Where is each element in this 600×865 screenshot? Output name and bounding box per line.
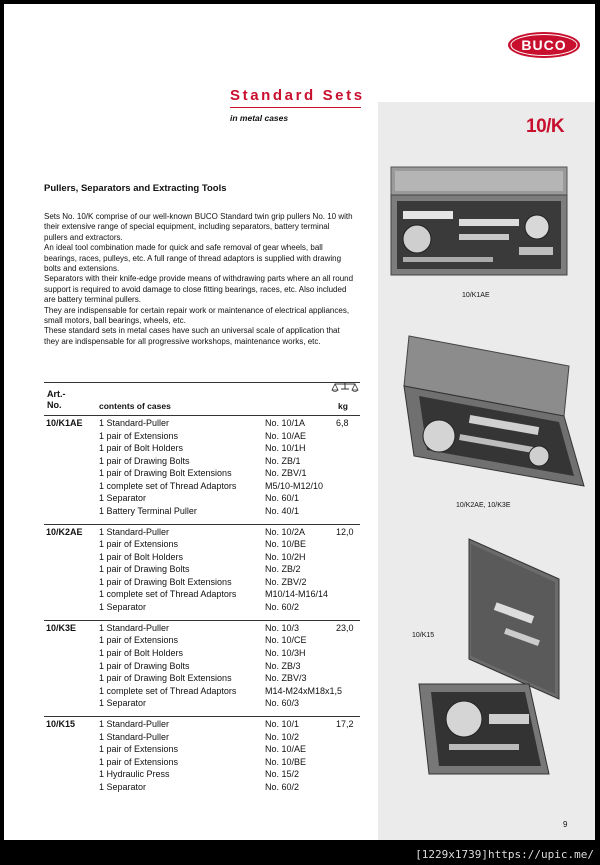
contents-item: 1 pair of Bolt Holders xyxy=(99,647,184,658)
header-contents: contents of cases xyxy=(99,401,171,411)
set-divider xyxy=(44,415,360,416)
contents-item: 1 pair of Extensions xyxy=(99,430,179,441)
contents-ref: No. 15/2 xyxy=(265,769,300,780)
buco-logo xyxy=(507,31,581,59)
case-photo-k1ae xyxy=(389,159,569,279)
case-photo-k15 xyxy=(409,534,569,779)
contents-item: 1 Standard-Puller xyxy=(99,622,170,633)
header-art-no xyxy=(47,389,66,411)
contents-ref: M14-M24xM18x1,5 xyxy=(265,685,343,696)
intro-paragraph: Sets No. 10/K comprise of our well-known BUCO Standard twin grip pullers No. 10 with their extensive range of special equipment, including separators, battery terminal pullers and extractors. xyxy=(44,212,353,242)
contents-item: 1 pair of Drawing Bolts xyxy=(99,455,190,466)
photo-caption: 10/K2AE, 10/K3E xyxy=(456,502,511,509)
contents-item: 1 pair of Drawing Bolt Extensions xyxy=(99,673,232,684)
intro-paragraph: These standard sets in metal cases have such an universal scale of application that they are indispensable for all progressive workshops, maintenance works, etc. xyxy=(44,326,340,346)
contents-item: 1 pair of Extensions xyxy=(99,635,179,646)
page-title: Standard Sets xyxy=(230,87,365,104)
contents-ref: No. 10/BE xyxy=(265,539,307,550)
contents-ref: No. ZB/2 xyxy=(265,564,301,575)
contents-item: 1 pair of Extensions xyxy=(99,744,179,755)
contents-ref: No. 60/3 xyxy=(265,698,300,709)
table-top-rule xyxy=(44,382,360,383)
contents-item: 1 Standard-Puller xyxy=(99,719,170,729)
contents-item: 1 pair of Bolt Holders xyxy=(99,551,184,562)
header-art-line2: No. xyxy=(47,400,62,410)
contents-item: 1 pair of Extensions xyxy=(99,756,179,767)
set-divider xyxy=(44,524,360,525)
contents-ref: No. 60/2 xyxy=(265,602,300,612)
set-code: 10/K1AE xyxy=(46,418,83,428)
contents-item: 1 Battery Terminal Puller xyxy=(99,505,197,516)
contents-ref: M10/14-M16/14 xyxy=(265,589,329,600)
contents-ref: No. 60/1 xyxy=(265,493,300,504)
set-weight: 6,8 xyxy=(336,418,349,428)
header-kg: kg xyxy=(338,401,348,411)
svg-text:BUCO: BUCO xyxy=(521,37,567,53)
contents-ref: No. ZBV/2 xyxy=(265,576,307,587)
contents-item: 1 Separator xyxy=(99,781,147,792)
header-art-line1: Art.- xyxy=(47,389,66,399)
contents-ref: No. 10/2A xyxy=(265,526,306,537)
contents-ref: No. 10/AE xyxy=(265,430,307,441)
scale-icon xyxy=(331,380,359,398)
contents-ref: No. ZB/3 xyxy=(265,660,301,671)
contents-item: 1 complete set of Thread Adaptors xyxy=(99,589,237,600)
contents-ref: No. 10/2H xyxy=(265,551,306,562)
section-heading: Pullers, Separators and Extracting Tools xyxy=(44,183,227,194)
set-weight: 12,0 xyxy=(336,526,354,537)
contents-ref: No. 10/3H xyxy=(265,647,306,658)
contents-item: 1 complete set of Thread Adaptors xyxy=(99,480,237,491)
contents-item: 1 pair of Drawing Bolts xyxy=(99,564,190,575)
contents-ref: No. 10/3 xyxy=(265,622,300,633)
page-subtitle: in metal cases xyxy=(230,113,289,123)
set-code: 10/K3E xyxy=(46,622,77,633)
intro-paragraph: Separators with their knife-edge provide means of withdrawing parts where an all round support is required to avoid damage to close fitting bearings, races, etc. Also included are battery terminal pullers. xyxy=(44,274,354,305)
set-code: 10/K15 xyxy=(46,719,76,729)
page-number: 9 xyxy=(563,820,568,829)
contents-ref: No. 10/1 xyxy=(265,719,300,729)
contents-item: 1 Standard-Puller xyxy=(99,526,170,537)
contents-item: 1 pair of Drawing Bolt Extensions xyxy=(99,576,232,587)
title-underline xyxy=(230,107,361,108)
contents-item: 1 Separator xyxy=(99,698,147,709)
contents-ref: No. 10/AE xyxy=(265,744,307,755)
intro-text xyxy=(44,212,354,347)
contents-ref: No. 10/BE xyxy=(265,756,307,767)
watermark: [1229x1739]https://upic.me/ xyxy=(415,848,594,861)
contents-ref: M5/10-M12/10 xyxy=(265,480,324,491)
contents-item: 1 Separator xyxy=(99,493,147,504)
contents-item: 1 pair of Drawing Bolts xyxy=(99,660,190,671)
contents-ref: No. ZBV/1 xyxy=(265,468,307,479)
contents-item: 1 Hydraulic Press xyxy=(99,769,170,780)
contents-ref: No. 10/1A xyxy=(265,418,306,428)
contents-item: 1 complete set of Thread Adaptors xyxy=(99,685,237,696)
contents-ref: No. ZB/1 xyxy=(265,455,301,466)
contents-ref: No. 40/1 xyxy=(265,505,300,516)
intro-paragraph: An ideal tool combination made for quick and safe removal of gear wheels, ball bearings, races, pulleys, etc. A full range of thread adaptors is supplied with drawing bolts and extensions. xyxy=(44,243,342,274)
contents-ref: No. 60/2 xyxy=(265,781,300,792)
contents-item: 1 Standard-Puller xyxy=(99,418,170,428)
intro-paragraph: They are indispensable for certain repair work or maintenance of electrical appliances, small motors, ball bearings, wheels, etc. xyxy=(44,305,350,326)
photo-caption: 10/K15 xyxy=(412,632,435,639)
set-divider xyxy=(44,716,360,717)
case-photo-k2ae-k3e xyxy=(399,326,589,491)
set-code: 10/K2AE xyxy=(46,526,83,537)
set-divider xyxy=(44,620,360,621)
set-weight: 17,2 xyxy=(336,719,354,729)
contents-ref: No. 10/2 xyxy=(265,731,300,742)
set-code-badge: 10/K xyxy=(526,116,565,137)
contents-item: 1 pair of Extensions xyxy=(99,539,179,550)
photo-caption: 10/K1AE xyxy=(462,292,490,299)
contents-item: 1 Separator xyxy=(99,602,147,612)
contents-item: 1 Standard-Puller xyxy=(99,731,170,742)
contents-item: 1 pair of Bolt Holders xyxy=(99,443,184,454)
catalog-page xyxy=(4,4,595,840)
contents-ref: No. 10/1H xyxy=(265,443,306,454)
contents-item: 1 pair of Drawing Bolt Extensions xyxy=(99,468,232,479)
contents-ref: No. 10/CE xyxy=(265,635,307,646)
contents-ref: No. ZBV/3 xyxy=(265,673,307,684)
set-weight: 23,0 xyxy=(336,622,354,633)
